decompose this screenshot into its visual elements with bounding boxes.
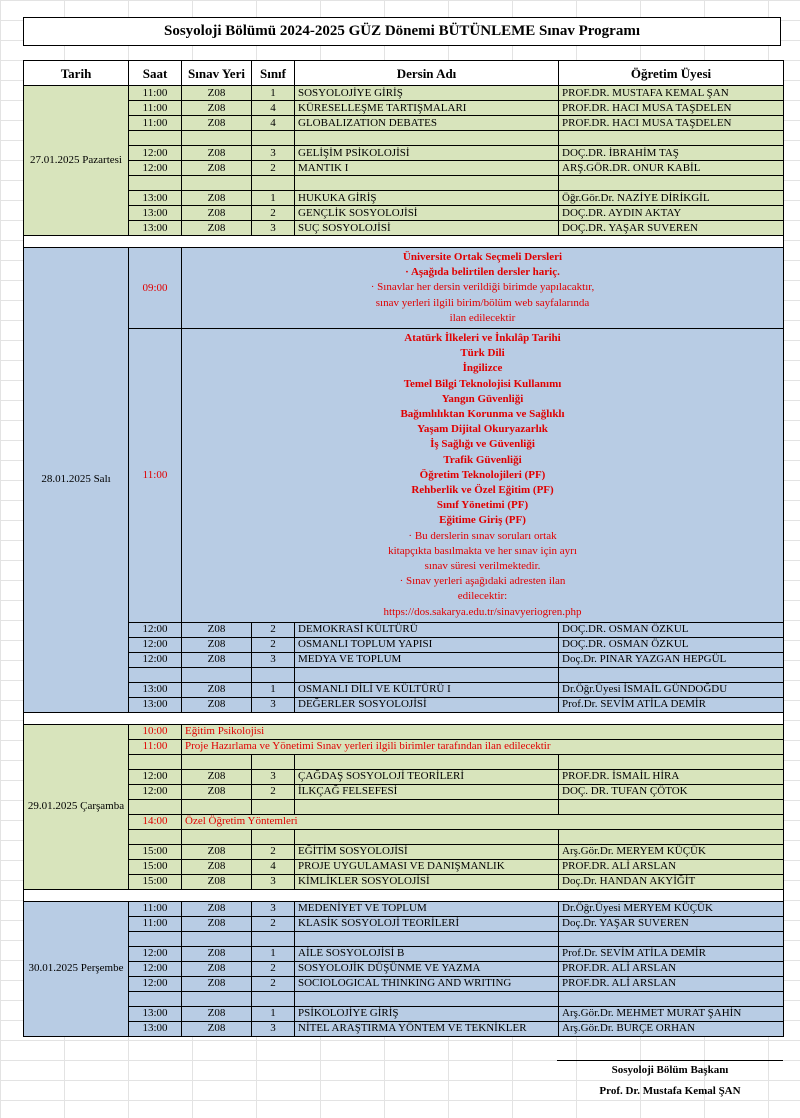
common-course-line: Yaşam Dijital Okuryazarlık (417, 423, 548, 436)
common-course-line: Eğitime Giriş (PF) (439, 514, 526, 527)
exam-room: Z08 (182, 652, 252, 667)
note-text: Proje Hazırlama ve Yönetimi Sınav yerleri ilgili birimler tarafından ilan edilecektir (182, 739, 784, 754)
table-row (24, 101, 784, 116)
exam-year: 4 (252, 859, 295, 874)
course-name: SOCIOLOGICAL THINKING AND WRITING (295, 976, 559, 991)
exam-time: 13:00 (129, 221, 182, 236)
common-exam-row (24, 248, 784, 329)
exam-time: 13:00 (129, 1006, 182, 1021)
blank-cell (295, 176, 559, 191)
course-name: KİMLİKLER SOSYOLOJİSİ (295, 874, 559, 889)
table-row (24, 769, 784, 784)
exam-year: 1 (252, 86, 295, 101)
blank-cell (129, 667, 182, 682)
common-course-line: Bağımlılıktan Korunma ve Sağlıklı (400, 408, 565, 421)
day-separator (24, 712, 784, 724)
blank-cell (295, 131, 559, 146)
note-row (24, 724, 784, 739)
blank-cell (295, 829, 559, 844)
exam-time: 11:00 (129, 116, 182, 131)
teacher-name: Prof.Dr. SEVİM ATİLA DEMİR (559, 946, 784, 961)
day-date: 30.01.2025 Perşembe (24, 901, 129, 1036)
exam-year: 3 (252, 769, 295, 784)
course-name: SOSYOLOJİK DÜŞÜNME VE YAZMA (295, 961, 559, 976)
blank-cell (295, 667, 559, 682)
exam-year: 2 (252, 961, 295, 976)
table-row (24, 622, 784, 637)
blank-cell (559, 829, 784, 844)
blank-cell (129, 799, 182, 814)
teacher-name: PROF.DR. İSMAİL HİRA (559, 769, 784, 784)
note-text: Eğitim Psikolojisi (182, 724, 784, 739)
course-name: HUKUKA GİRİŞ (295, 191, 559, 206)
course-name: MEDENİYET VE TOPLUM (295, 901, 559, 916)
common-exam-time: 11:00 (129, 329, 182, 623)
common-course-line: Trafik Güvenliği (443, 453, 522, 466)
blank-cell (129, 754, 182, 769)
blank-cell (559, 176, 784, 191)
common-note-line: sınav yerleri ilgili birim/bölüm web sayfalarında (375, 296, 590, 309)
table-row (24, 652, 784, 667)
day-date: 28.01.2025 Salı (24, 248, 129, 713)
table-row (24, 946, 784, 961)
exam-year: 1 (252, 1006, 295, 1021)
exam-room: Z08 (182, 844, 252, 859)
exam-room: Z08 (182, 116, 252, 131)
blank-row (24, 176, 784, 191)
header-date: Tarih (24, 61, 129, 86)
blank-cell (252, 829, 295, 844)
exam-schedule-table (23, 60, 784, 1037)
exam-room: Z08 (182, 682, 252, 697)
exam-year: 1 (252, 682, 295, 697)
exam-room: Z08 (182, 101, 252, 116)
table-row (24, 146, 784, 161)
exam-time: 15:00 (129, 859, 182, 874)
teacher-name: PROF.DR. HACI MUSA TAŞDELEN (559, 116, 784, 131)
exam-room: Z08 (182, 191, 252, 206)
exam-room: Z08 (182, 769, 252, 784)
table-row (24, 221, 784, 236)
header-room: Sınav Yeri (182, 61, 252, 86)
blank-cell (182, 176, 252, 191)
exam-room: Z08 (182, 784, 252, 799)
exam-year: 2 (252, 622, 295, 637)
exam-room: Z08 (182, 1006, 252, 1021)
exam-time: 13:00 (129, 1021, 182, 1036)
exam-time: 12:00 (129, 976, 182, 991)
blank-cell (252, 176, 295, 191)
day-separator (24, 889, 784, 901)
teacher-name: PROF.DR. HACI MUSA TAŞDELEN (559, 101, 784, 116)
exam-year: 1 (252, 946, 295, 961)
teacher-name: ARŞ.GÖR.DR. ONUR KABİL (559, 161, 784, 176)
exam-time: 11:00 (129, 86, 182, 101)
table-row (24, 1021, 784, 1036)
teacher-name: DOÇ. DR. TUFAN ÇÖTOK (559, 784, 784, 799)
course-name: İLKÇAĞ FELSEFESİ (295, 784, 559, 799)
header-year: Sınıf (252, 61, 295, 86)
common-course-line: İş Sağlığı ve Güvenliği (430, 438, 535, 451)
exam-room: Z08 (182, 161, 252, 176)
common-note-line: kitapçıkta basılmakta ve her sınav için ayrı (388, 544, 577, 557)
exam-room: Z08 (182, 859, 252, 874)
course-name: PSİKOLOJİYE GİRİŞ (295, 1006, 559, 1021)
teacher-name: Doç.Dr. PINAR YAZGAN HEPGÜL (559, 652, 784, 667)
blank-cell (129, 131, 182, 146)
exam-time: 12:00 (129, 946, 182, 961)
common-course-line: Temel Bilgi Teknolojisi Kullanımı (403, 377, 562, 390)
course-name: KLASİK SOSYOLOJİ TEORİLERİ (295, 916, 559, 931)
exam-time: 13:00 (129, 206, 182, 221)
exam-room: Z08 (182, 146, 252, 161)
common-note-line: · Bu derslerin sınav soruları ortak (408, 529, 557, 542)
teacher-name: DOÇ.DR. OSMAN ÖZKUL (559, 637, 784, 652)
table-row (24, 976, 784, 991)
exam-time: 11:00 (129, 101, 182, 116)
common-course-line: Üniversite Ortak Seçmeli Dersleri (402, 251, 563, 263)
signature-name: Prof. Dr. Mustafa Kemal ŞAN (599, 1085, 741, 1097)
note-time: 11:00 (129, 739, 182, 754)
teacher-name: Prof.Dr. SEVİM ATİLA DEMİR (559, 697, 784, 712)
blank-cell (252, 931, 295, 946)
header-teacher: Öğretim Üyesi (559, 61, 784, 86)
teacher-name: Dr.Öğr.Üyesi İSMAİL GÜNDOĞDU (559, 682, 784, 697)
note-row (24, 739, 784, 754)
exam-year: 2 (252, 916, 295, 931)
exam-room: Z08 (182, 901, 252, 916)
separator-cell (24, 712, 784, 724)
separator-cell (24, 889, 784, 901)
course-name: GENÇLİK SOSYOLOJİSİ (295, 206, 559, 221)
teacher-name: PROF.DR. ALİ ARSLAN (559, 859, 784, 874)
common-course-line: Sınıf Yönetimi (PF) (436, 499, 529, 512)
table-row (24, 116, 784, 131)
course-name: PROJE UYGULAMASI VE DANIŞMANLIK (295, 859, 559, 874)
course-name: ÇAĞDAŞ SOSYOLOJİ TEORİLERİ (295, 769, 559, 784)
common-note-line: sınav süresi verilmektedir. (424, 560, 541, 573)
table-row (24, 206, 784, 221)
blank-cell (129, 931, 182, 946)
common-exam-time: 09:00 (129, 248, 182, 329)
teacher-name: PROF.DR. ALİ ARSLAN (559, 976, 784, 991)
table-row (24, 916, 784, 931)
blank-cell (559, 131, 784, 146)
blank-cell (559, 991, 784, 1006)
exam-room: Z08 (182, 976, 252, 991)
course-name: DEMOKRASİ KÜLTÜRÜ (295, 622, 559, 637)
teacher-name: Doç.Dr. HANDAN AKYİĞİT (559, 874, 784, 889)
course-name: GLOBALIZATION DEBATES (295, 116, 559, 131)
course-name: OSMANLI DİLİ VE KÜLTÜRÜ I (295, 682, 559, 697)
course-name: OSMANLI TOPLUM YAPISI (295, 637, 559, 652)
header-row (24, 61, 784, 86)
exam-year: 3 (252, 221, 295, 236)
common-course-line: Yangın Güvenliği (441, 392, 524, 405)
common-course-line: İngilizce (462, 362, 503, 375)
header-course: Dersin Adı (295, 61, 559, 86)
blank-row (24, 991, 784, 1006)
blank-cell (559, 667, 784, 682)
common-note-line: https://dos.sakarya.edu.tr/sinavyeriogren.php (383, 605, 582, 618)
table-row (24, 191, 784, 206)
course-name: SUÇ SOSYOLOJİSİ (295, 221, 559, 236)
blank-row (24, 799, 784, 814)
blank-cell (182, 799, 252, 814)
table-row (24, 1006, 784, 1021)
exam-year: 3 (252, 1021, 295, 1036)
teacher-name: Arş.Gör.Dr. MEHMET MURAT ŞAHİN (559, 1006, 784, 1021)
note-row (24, 814, 784, 829)
common-course-line: Öğretim Teknolojileri (PF) (419, 468, 546, 481)
exam-year: 4 (252, 116, 295, 131)
note-time: 10:00 (129, 724, 182, 739)
blank-row (24, 931, 784, 946)
exam-time: 15:00 (129, 844, 182, 859)
common-course-line: Rehberlik ve Özel Eğitim (PF) (411, 484, 554, 497)
table-row (24, 697, 784, 712)
table-row (24, 682, 784, 697)
exam-room: Z08 (182, 697, 252, 712)
blank-row (24, 829, 784, 844)
exam-year: 2 (252, 206, 295, 221)
course-name: GELİŞİM PSİKOLOJİSİ (295, 146, 559, 161)
blank-cell (129, 991, 182, 1006)
signature-role: Sosyoloji Bölüm Başkanı (557, 1060, 783, 1076)
exam-time: 12:00 (129, 146, 182, 161)
blank-cell (295, 799, 559, 814)
teacher-name: DOÇ.DR. AYDIN AKTAY (559, 206, 784, 221)
separator-cell (24, 236, 784, 248)
day-date: 29.01.2025 Çarşamba (24, 724, 129, 889)
blank-cell (559, 754, 784, 769)
exam-year: 1 (252, 191, 295, 206)
table-row (24, 161, 784, 176)
exam-year: 2 (252, 844, 295, 859)
blank-cell (559, 931, 784, 946)
common-exam-info (182, 329, 784, 623)
table-row (24, 844, 784, 859)
course-name: KÜRESELLEŞME TARTIŞMALARI (295, 101, 559, 116)
teacher-name: Arş.Gör.Dr. MERYEM KÜÇÜK (559, 844, 784, 859)
header-time: Saat (129, 61, 182, 86)
exam-time: 13:00 (129, 697, 182, 712)
exam-time: 12:00 (129, 652, 182, 667)
teacher-name: Dr.Öğr.Üyesi MERYEM KÜÇÜK (559, 901, 784, 916)
table-row (24, 637, 784, 652)
blank-cell (295, 754, 559, 769)
blank-cell (252, 131, 295, 146)
exam-year: 3 (252, 901, 295, 916)
teacher-name: Doç.Dr. YAŞAR SUVEREN (559, 916, 784, 931)
exam-time: 12:00 (129, 961, 182, 976)
exam-time: 11:00 (129, 916, 182, 931)
teacher-name: DOÇ.DR. YAŞAR SUVEREN (559, 221, 784, 236)
table-row (24, 86, 784, 101)
teacher-name: PROF.DR. MUSTAFA KEMAL ŞAN (559, 86, 784, 101)
blank-row (24, 667, 784, 682)
common-course-line: · Aşağıda belirtilen dersler hariç. (405, 266, 560, 279)
blank-cell (129, 176, 182, 191)
blank-cell (252, 991, 295, 1006)
blank-cell (182, 667, 252, 682)
blank-cell (252, 799, 295, 814)
blank-row (24, 754, 784, 769)
exam-year: 2 (252, 976, 295, 991)
exam-room: Z08 (182, 86, 252, 101)
page-title: Sosyoloji Bölümü 2024-2025 GÜZ Dönemi BÜTÜNLEME Sınav Programı (23, 17, 781, 46)
blank-cell (182, 931, 252, 946)
exam-year: 2 (252, 784, 295, 799)
exam-room: Z08 (182, 961, 252, 976)
exam-time: 11:00 (129, 901, 182, 916)
common-exam-row (24, 329, 784, 623)
exam-room: Z08 (182, 206, 252, 221)
common-note-line: · Sınavlar her dersin verildiği birimde yapılacaktır, (370, 281, 595, 294)
exam-year: 3 (252, 146, 295, 161)
blank-cell (295, 991, 559, 1006)
blank-row (24, 131, 784, 146)
exam-year: 3 (252, 652, 295, 667)
teacher-name: Arş.Gör.Dr. BURÇE ORHAN (559, 1021, 784, 1036)
exam-room: Z08 (182, 622, 252, 637)
course-name: EĞİTİM SOSYOLOJİSİ (295, 844, 559, 859)
exam-room: Z08 (182, 916, 252, 931)
table-row (24, 784, 784, 799)
common-note-line: · Sınav yerleri aşağıdaki adresten ilan (399, 575, 566, 588)
course-name: MEDYA VE TOPLUM (295, 652, 559, 667)
blank-cell (182, 754, 252, 769)
exam-room: Z08 (182, 946, 252, 961)
exam-year: 3 (252, 697, 295, 712)
exam-year: 3 (252, 874, 295, 889)
exam-time: 13:00 (129, 191, 182, 206)
course-name: SOSYOLOJİYE GİRİŞ (295, 86, 559, 101)
blank-cell (182, 131, 252, 146)
exam-time: 12:00 (129, 161, 182, 176)
exam-year: 2 (252, 637, 295, 652)
teacher-name: DOÇ.DR. İBRAHİM TAŞ (559, 146, 784, 161)
table-row (24, 961, 784, 976)
common-exam-info (182, 248, 784, 329)
blank-cell (182, 829, 252, 844)
exam-room: Z08 (182, 874, 252, 889)
note-time: 14:00 (129, 814, 182, 829)
day-separator (24, 236, 784, 248)
exam-time: 13:00 (129, 682, 182, 697)
blank-cell (252, 667, 295, 682)
table-row (24, 859, 784, 874)
blank-cell (559, 799, 784, 814)
course-name: DEĞERLER SOSYOLOJİSİ (295, 697, 559, 712)
table-row (24, 901, 784, 916)
course-name: MANTIK I (295, 161, 559, 176)
exam-room: Z08 (182, 221, 252, 236)
teacher-name: DOÇ.DR. OSMAN ÖZKUL (559, 622, 784, 637)
exam-room: Z08 (182, 637, 252, 652)
blank-cell (129, 829, 182, 844)
blank-cell (182, 991, 252, 1006)
note-text: Özel Öğretim Yöntemleri (182, 814, 784, 829)
exam-room: Z08 (182, 1021, 252, 1036)
course-name: AİLE SOSYOLOJİSİ B (295, 946, 559, 961)
exam-year: 2 (252, 161, 295, 176)
common-course-line: Atatürk İlkeleri ve İnkılâp Tarihi (404, 332, 561, 345)
exam-time: 12:00 (129, 784, 182, 799)
exam-time: 12:00 (129, 622, 182, 637)
day-date: 27.01.2025 Pazartesi (24, 86, 129, 236)
blank-cell (252, 754, 295, 769)
course-name: NİTEL ARAŞTIRMA YÖNTEM VE TEKNİKLER (295, 1021, 559, 1036)
teacher-name: Öğr.Gör.Dr. NAZİYE DİRİKGİL (559, 191, 784, 206)
exam-time: 12:00 (129, 769, 182, 784)
table-row (24, 874, 784, 889)
common-course-line: Türk Dili (460, 347, 505, 360)
common-note-line: ilan edilecektir (449, 311, 516, 324)
exam-year: 4 (252, 101, 295, 116)
blank-cell (295, 931, 559, 946)
teacher-name: PROF.DR. ALİ ARSLAN (559, 961, 784, 976)
exam-time: 15:00 (129, 874, 182, 889)
exam-time: 12:00 (129, 637, 182, 652)
common-note-line: edilecektir: (457, 590, 508, 603)
